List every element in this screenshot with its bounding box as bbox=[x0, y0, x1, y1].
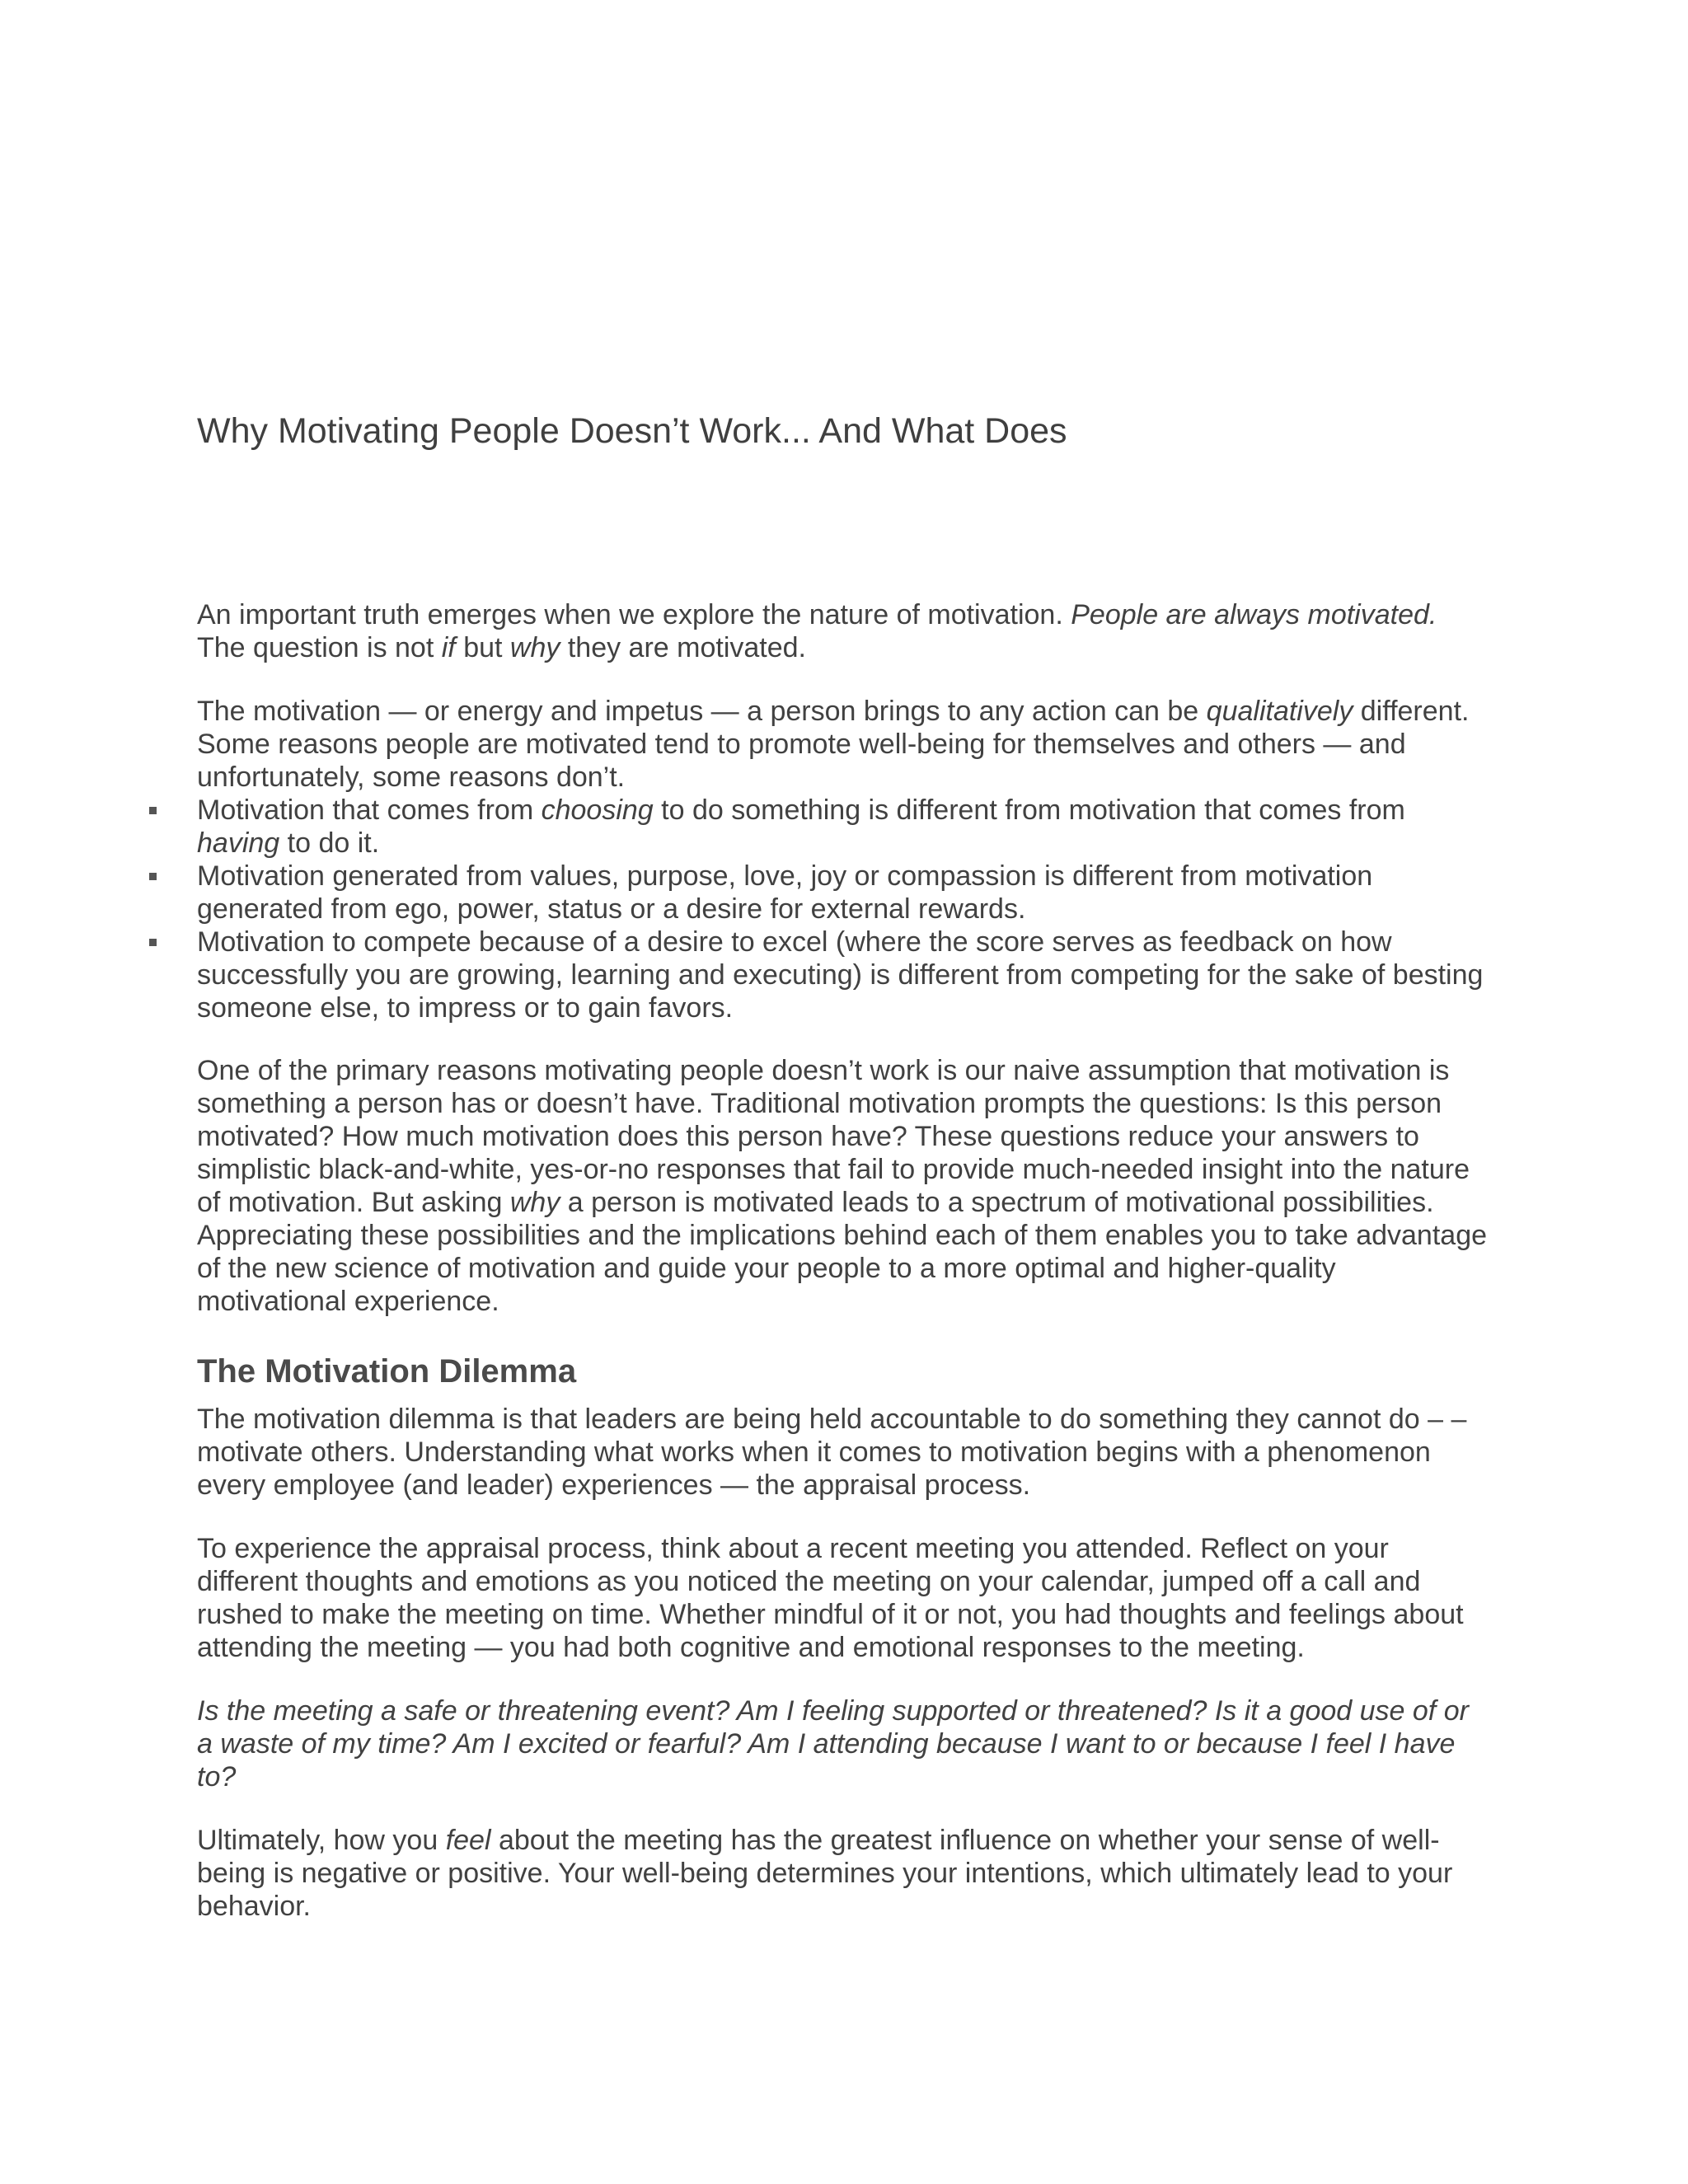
questions-paragraph: Is the meeting a safe or threatening event? Am I feeling supported or threatened? Is it a good use of or a waste of my time? Am I excited or fearful? Am I attending because I want to or because I feel I have to? bbox=[197, 1695, 1469, 1793]
bullet-item bbox=[197, 794, 1491, 860]
square-bullet-icon bbox=[149, 873, 157, 880]
italic-run: if bbox=[441, 632, 456, 663]
appraisal-paragraph: To experience the appraisal process, think about a recent meeting you attended. Reflect on your different thoughts and emotions as you noticed the meeting on your calendar, jumped off a call and rushed to make the meeting on time. Whether mindful of it or not, you had thoughts and feelings about attending the meeting — you had both cognitive and emotional responses to the meeting. bbox=[197, 1533, 1464, 1663]
text-run: different. Some reasons people are motivated tend to promote well-being for themselves and others — and unfortunately, some reasons don’t. bbox=[197, 696, 1470, 793]
text-run: The motivation — or energy and impetus — a person brings to any action can be bbox=[197, 696, 1207, 727]
text-run: a person is motivated leads to a spectrum of motivational possibilities. Appreciating these possibilities and the implications behind each of them enables you to take advantage of the new science of motivation and guide your people to a more optimal and higher-quality motivational experience. bbox=[197, 1187, 1488, 1317]
text-run: but bbox=[455, 632, 510, 663]
conclusion-paragraph bbox=[197, 1824, 1491, 1923]
text-run: One of the primary reasons motivating people doesn’t work is our naive assumption that motivation is something a person has or doesn’t have. Traditional motivation prompts the questions: Is this person motivated? How much motivation does this person have? These questions reduce your answers to simplistic black-and-white, yes-or-no responses that fail to provide much-needed insight into the nature of motivation. But asking bbox=[197, 1055, 1470, 1218]
text-run: to do something is different from motivation that comes from bbox=[653, 794, 1405, 826]
italic-run: why bbox=[509, 632, 560, 663]
text-run: Motivation to compete because of a desire to excel (where the score serves as feedback on how successfully you are growing, learning and executing) is different from competing for the sake of besting someone else, to impress or to gain favors. bbox=[197, 926, 1484, 1024]
italic-run: feel bbox=[445, 1825, 491, 1856]
section-heading: The Motivation Dilemma bbox=[197, 1353, 577, 1390]
text-run: about the meeting has the greatest influence on whether your sense of well-being is negative or positive. Your well-being determines your intentions, which ultimately lead to your behavior. bbox=[197, 1825, 1453, 1922]
dilemma-paragraph: The motivation dilemma is that leaders are being held accountable to do something they cannot do – – motivate others. Understanding what works when it comes to motivation begins with a phenomenon every employee (and leader) experiences — the appraisal process. bbox=[197, 1404, 1467, 1501]
text-run: Motivation that comes from bbox=[197, 794, 542, 826]
document-body bbox=[197, 598, 1491, 1923]
italic-run: People are always motivated. bbox=[1071, 599, 1437, 630]
bullet-item bbox=[197, 860, 1491, 926]
square-bullet-icon bbox=[149, 939, 157, 946]
intro-paragraph bbox=[197, 598, 1491, 664]
italic-run: qualitatively bbox=[1206, 696, 1353, 727]
bullet-item bbox=[197, 926, 1491, 1024]
text-run: they are motivated. bbox=[560, 632, 806, 663]
motivation-bullet-list bbox=[197, 794, 1491, 1024]
italic-run: choosing bbox=[541, 794, 654, 826]
qualitative-paragraph bbox=[197, 695, 1491, 794]
text-run: to do it. bbox=[279, 827, 380, 859]
italic-run: why bbox=[509, 1187, 560, 1218]
primary-reasons-paragraph bbox=[197, 1054, 1491, 1318]
text-run: Ultimately, how you bbox=[197, 1825, 446, 1856]
text-run: The question is not bbox=[197, 632, 442, 663]
square-bullet-icon bbox=[149, 807, 157, 814]
document-title: Why Motivating People Doesn’t Work... And What Does bbox=[197, 411, 1067, 451]
italic-run: having bbox=[197, 827, 280, 859]
text-run: Motivation generated from values, purpose, love, joy or compassion is different from motivation generated from ego, power, status or a desire for external rewards. bbox=[197, 860, 1373, 925]
text-run: An important truth emerges when we explore the nature of motivation. bbox=[197, 599, 1071, 630]
